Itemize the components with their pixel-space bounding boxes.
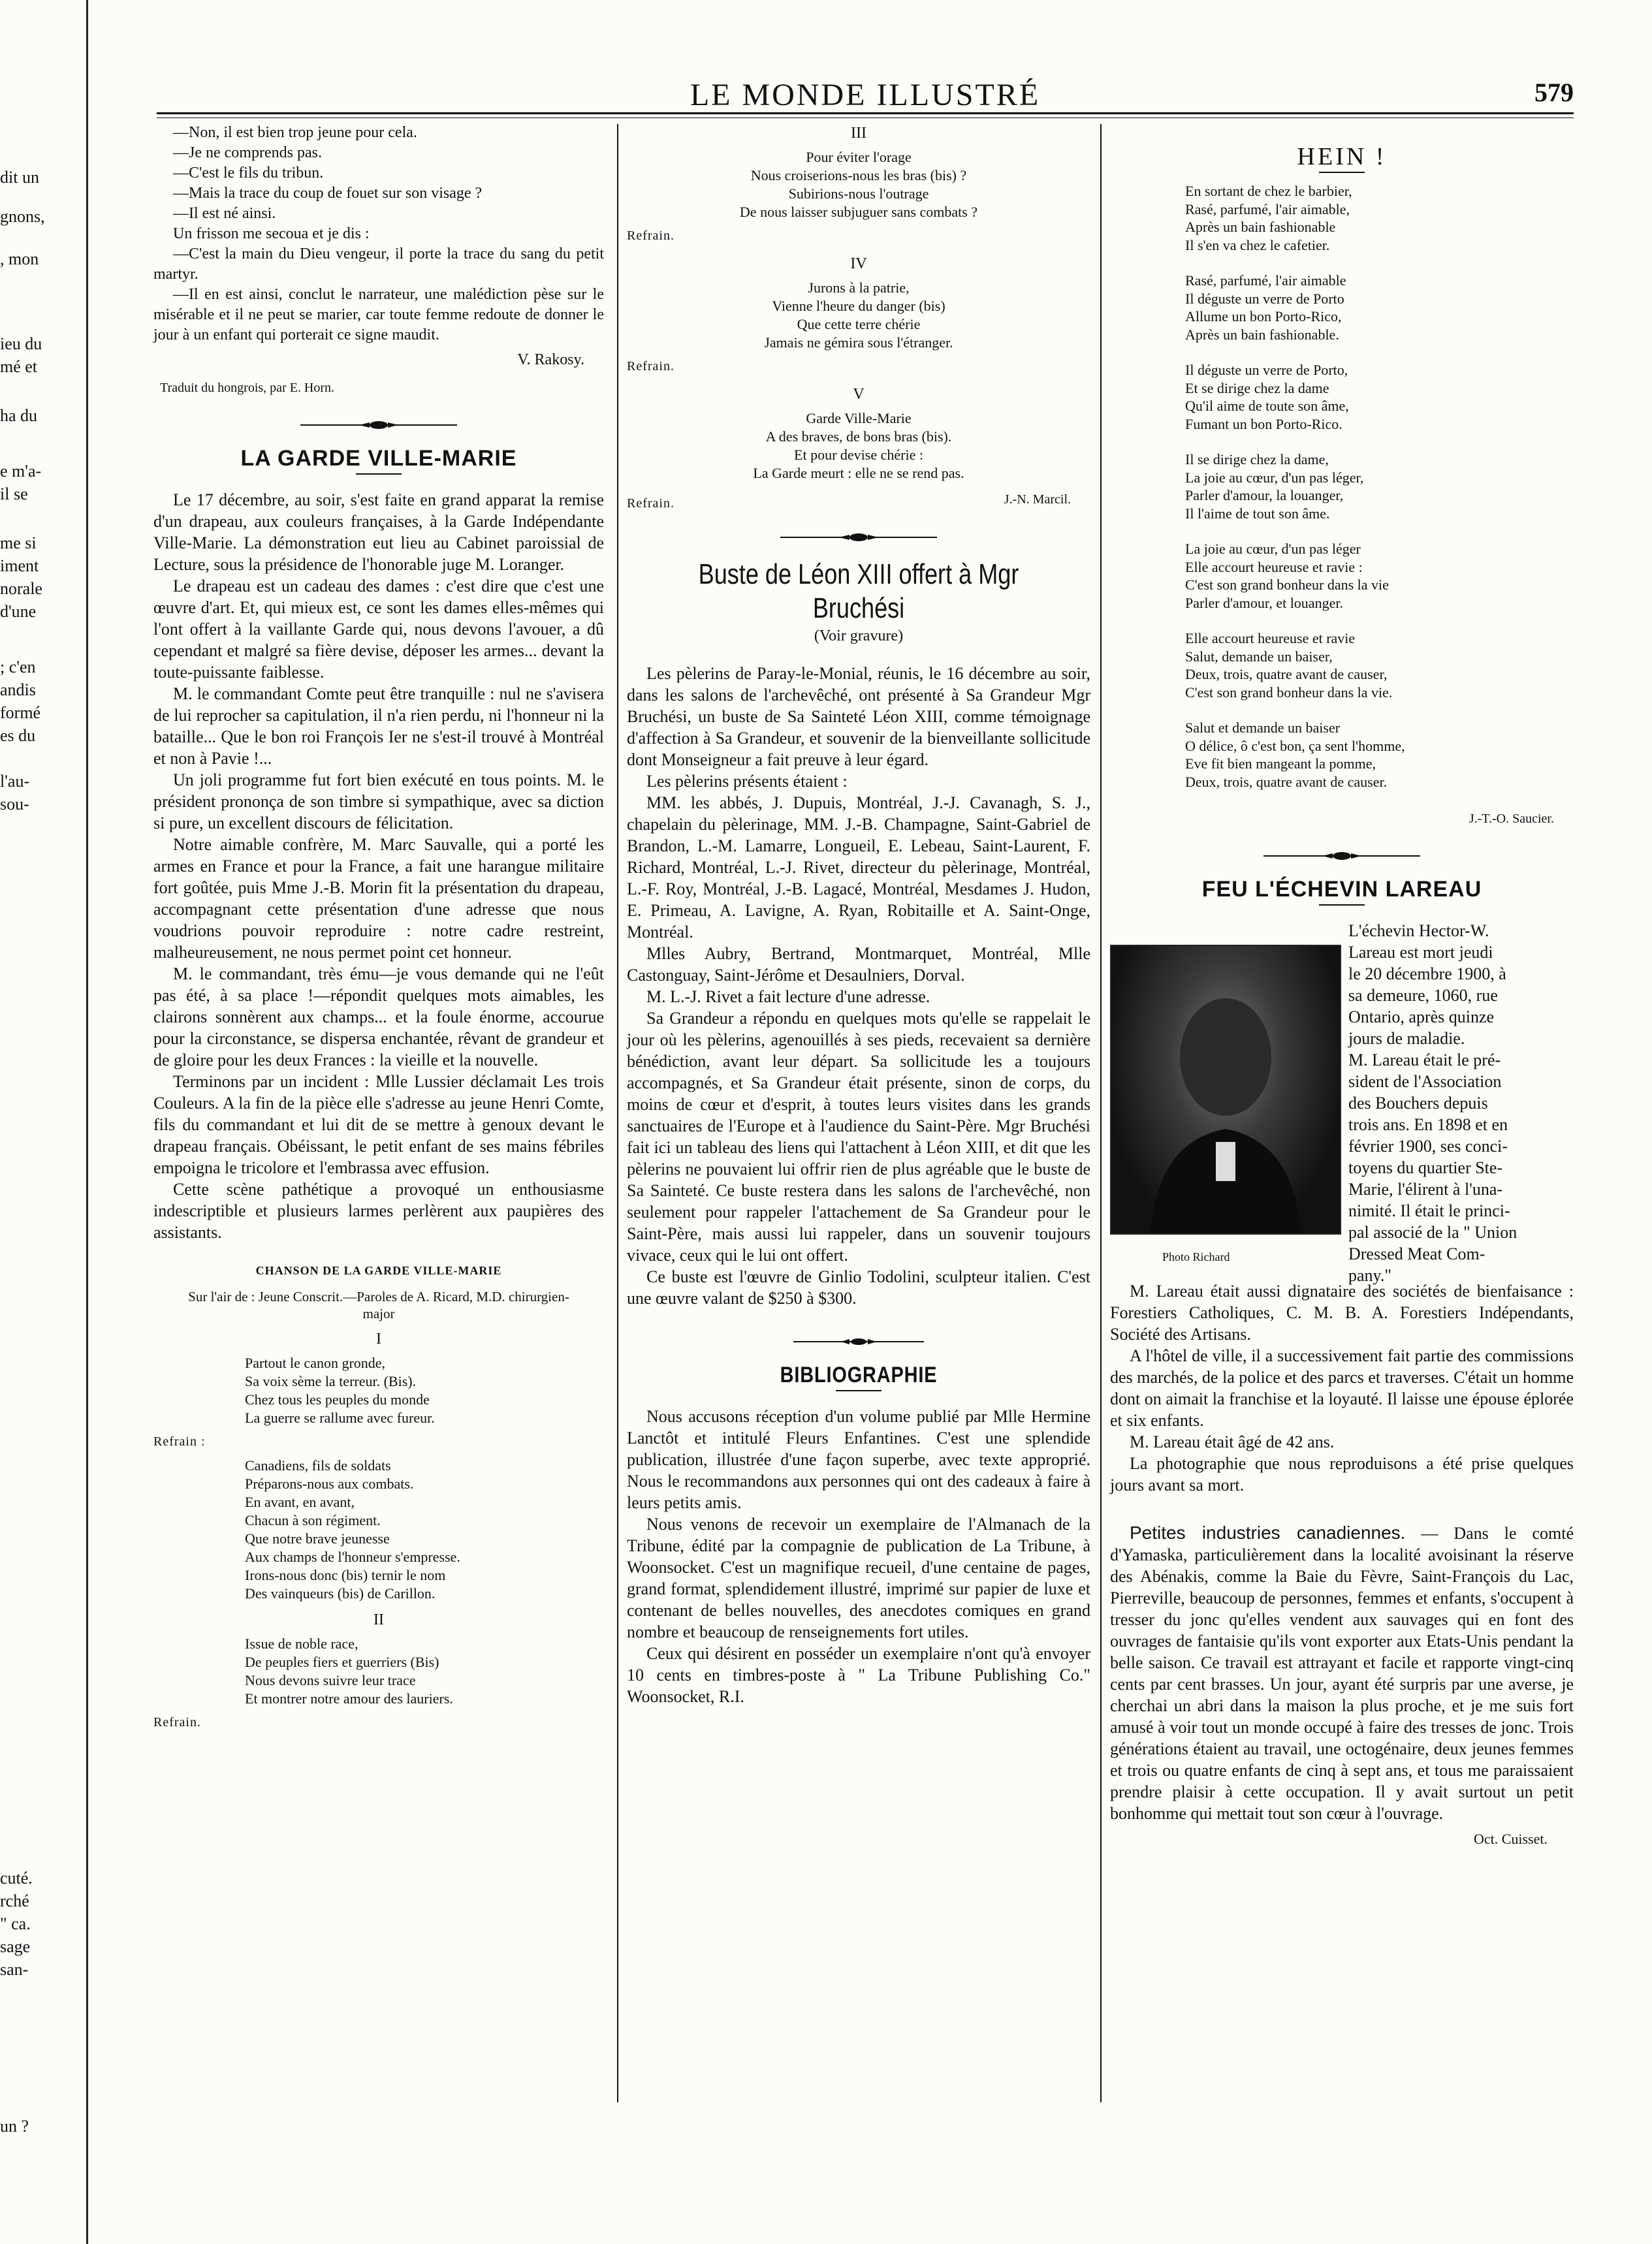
stanza-2 — [153, 1635, 604, 1708]
hein-stanza — [1185, 361, 1574, 433]
photo-credit: Photo Richard — [1162, 1250, 1230, 1263]
left-fragment-line: cuté. — [0, 1869, 33, 1888]
verse-line: De nous laisser subjuguer sans combats ? — [739, 204, 978, 220]
left-fragment-line: norale — [0, 579, 42, 598]
buste-paragraph: Ce buste est l'œuvre de Ginlio Todolini, sculpteur italien. C'est une œuvre valant de $250 à $300. — [627, 1267, 1090, 1308]
verse-line: Deux, trois, quatre avant de causer, — [1185, 666, 1388, 682]
stanza-5 — [627, 409, 1090, 482]
lareau-article — [1110, 1280, 1574, 1496]
verse-line: Que cette terre chérie — [797, 316, 921, 332]
verse-line: Partout le canon gronde, — [245, 1355, 386, 1371]
verse-line: La joie au cœur, d'un pas léger — [1185, 541, 1361, 557]
refrain-verses — [153, 1457, 604, 1603]
lareau-line: toyens du quartier Ste- — [1348, 1158, 1503, 1177]
verse-line: C'est son grand bonheur dans la vie — [1185, 577, 1389, 593]
story-line: —Mais la trace du coup de fouet sur son visage ? — [173, 185, 483, 202]
verse-line: Nous croiserions-nous les bras (bis) ? — [750, 167, 967, 183]
verse-line: Irons-nous donc (bis) ternir le nom — [245, 1567, 446, 1583]
lareau-line: février 1900, ses conci- — [1348, 1137, 1508, 1156]
industries-article — [1110, 1522, 1574, 1824]
verse-line: Canadiens, fils de soldats — [245, 1457, 391, 1474]
verse-line: Parler d'amour, et louanger. — [1185, 594, 1343, 611]
chanson-title: CHANSON DE LA GARDE VILLE-MARIE — [255, 1264, 502, 1277]
stanza-1 — [153, 1354, 604, 1427]
biblio-paragraph: Nous venons de recevoir un exemplaire de l'Almanach de la Tribune, édité par la compagnie de publication de La Tribune, à Woonsocket. C'est un magnifique recueil, d'une centaine de pages, grand format, splendidement illustré, imprimé sur papier de luxe et contenant de belles nouvelles, des anecdotes comiques en grand nombre et beaucoup de renseignements fort utiles. — [627, 1515, 1090, 1641]
left-fragment-line: san- — [0, 1960, 29, 1979]
verse-line: En avant, en avant, — [245, 1494, 355, 1510]
verse-line: Jurons à la patrie, — [808, 279, 910, 296]
verse-line: Il l'aime de tout son âme. — [1185, 505, 1330, 522]
verse-line: En sortant de chez le barbier, — [1185, 183, 1352, 199]
verse-line: Après un bain fashionable — [1185, 219, 1336, 235]
lareau-line: Dressed Meat Com- — [1348, 1244, 1485, 1263]
story-conclusion — [153, 123, 604, 345]
left-fragment-line: l'au- — [0, 772, 30, 791]
translator-credit: Traduit du hongrois, par E. Horn. — [160, 381, 335, 395]
verse-line: Il déguste un verre de Porto, — [1185, 362, 1348, 378]
buste-title: Buste de Léon XIII offert à Mgr Bruchési — [698, 558, 1019, 624]
verse-line: La guerre se rallume avec fureur. — [245, 1410, 435, 1426]
verse-line: Qu'il aime de toute son âme, — [1185, 398, 1349, 414]
left-fragment-line: e m'a- — [0, 462, 42, 481]
verse-line: C'est son grand bonheur dans la vie. — [1185, 684, 1393, 701]
story-line: —Non, il est bien trop jeune pour cela. — [173, 124, 417, 141]
left-fragment-line: iment — [0, 556, 39, 575]
verse-line: Rasé, parfumé, l'air aimable — [1185, 272, 1346, 289]
hein-signature: J.-T.-O. Saucier. — [1469, 812, 1554, 826]
hein-stanza — [1185, 629, 1574, 701]
verse-line: Jamais ne gémira sous l'étranger. — [764, 334, 953, 351]
lareau-line: Lareau est mort jeudi — [1348, 943, 1493, 962]
story-line: —Je ne comprends pas. — [173, 144, 322, 161]
garde-article — [153, 489, 604, 1243]
left-fragment-line: sage — [0, 1937, 31, 1956]
story-line: Un frisson me secoua et je dis : — [173, 225, 370, 242]
left-fragment-line: il se — [0, 484, 28, 503]
industries-title: Petites industries canadiennes. — [1130, 1523, 1406, 1543]
buste-paragraph: Les pèlerins de Paray-le-Monial, réunis, le 16 décembre au soir, dans les salons de l'archevêché, ont présenté à Sa Grandeur Mgr Bruchési, un buste de Sa Sainteté Léon XIII, comme témoignage d'affection à Sa Grandeur, et souvenir de la bienveillante sollicitude dont Monseigneur a fait preuve à leur égard. — [627, 664, 1090, 769]
industries-signature: Oct. Cuisset. — [1473, 1831, 1548, 1847]
left-fragment-line: formé — [0, 703, 41, 722]
verse-line: Elle accourt heureuse et ravie : — [1185, 558, 1363, 575]
left-fragment-line: un ? — [0, 2117, 29, 2136]
left-fragment-line: gnons, — [0, 207, 45, 226]
garde-paragraph: Terminons par un incident : Mlle Lussier déclamait Les trois Couleurs. A la fin de la pièce elle s'adresse au jeune Henri Comte, fils du commandant et lui dit de se mettre à genoux devant le drapeau français. Obéissant, le petit enfant de ses mains fébriles empoigna le tricolore et l'embrassa avec effusion. — [153, 1072, 604, 1177]
hein-title: HEIN ! — [1297, 143, 1387, 170]
buste-paragraph: M. L.-J. Rivet a fait lecture d'une adresse. — [646, 987, 930, 1006]
biblio-article — [627, 1406, 1090, 1707]
verse-line: Sa voix sème la terreur. (Bis). — [245, 1373, 417, 1389]
left-fragment-line: d'une — [0, 602, 37, 621]
buste-paragraph: Mlles Aubry, Bertrand, Montmarquet, Montréal, Mlle Castonguay, Saint-Jérôme et Desaulniers, Dorval. — [627, 944, 1090, 985]
verse-line: Après un bain fashionable. — [1185, 326, 1339, 343]
verse-line: Allume un bon Porto-Rico, — [1185, 308, 1342, 324]
verse-line: Il s'en va chez le cafetier. — [1185, 236, 1330, 253]
title-rule-4 — [1319, 904, 1365, 906]
story-line: —C'est la main du Dieu vengeur, il porte la trace du sang du petit martyr. — [153, 245, 604, 283]
biblio-title: BIBLIOGRAPHIE — [780, 1363, 938, 1387]
left-fragment-line: ieu du — [0, 334, 42, 353]
verse-line: Salut, demande un baiser, — [1185, 648, 1333, 665]
lareau-portrait-photo — [1110, 945, 1341, 1235]
garde-section-title: LA GARDE VILLE-MARIE — [240, 446, 517, 471]
hein-stanza — [1185, 719, 1574, 791]
lareau-line: sident de l'Association — [1348, 1072, 1502, 1091]
chanson-air: Sur l'air de : Jeune Conscrit.—Paroles de A. Ricard, M.D. chirurgien-major — [188, 1289, 569, 1321]
ornament-divider — [153, 413, 604, 435]
verse-line: Elle accourt heureuse et ravie — [1185, 630, 1356, 646]
stanza-3 — [627, 148, 1090, 221]
stanza-number-3: III — [851, 125, 866, 142]
garde-paragraph: Notre aimable confrère, M. Marc Sauvalle, qui a porté les armes en France et pour la France, a fait une harangue militaire fort goûtée, puis Mme J.-B. Morin fit la présentation du drapeau, accompagnant cette présentation d'une adresse que nous voudrions pouvoir reproduire : notre cadre restreint, malheureusement, ne nous permet point cet honneur. — [153, 835, 604, 962]
stanza-4 — [627, 279, 1090, 352]
left-fragment-line: es du — [0, 726, 36, 745]
verse-line: Il se dirige chez la dame, — [1185, 451, 1329, 467]
column-divider-1 — [617, 124, 618, 2102]
title-rule — [356, 473, 402, 475]
verse-line: Et pour devise chérie : — [794, 447, 923, 463]
verse-line: Pour éviter l'orage — [806, 149, 912, 165]
story-line: —Il est né ainsi. — [173, 205, 276, 222]
left-fragment-line: dit un — [0, 168, 39, 187]
left-fragment-line: " ca. — [0, 1914, 31, 1933]
left-fragment-line: mé et — [0, 357, 38, 376]
garde-paragraph: Cette scène pathétique a provoqué un enthousiasme indescriptible et plusieurs larmes perlèrent aux paupières des assistants. — [153, 1180, 604, 1242]
lareau-line: nimité. Il était le princi- — [1348, 1201, 1510, 1220]
lareau-line: M. Lareau était le pré- — [1348, 1051, 1501, 1069]
lareau-line: jours de maladie. — [1348, 1029, 1465, 1048]
lareau-line: Marie, l'élirent à l'una- — [1348, 1180, 1503, 1199]
left-fragment-line: , mon — [0, 249, 39, 268]
verse-line: Chacun à son régiment. — [245, 1512, 381, 1528]
biblio-paragraph: Nous accusons réception d'un volume publié par Mlle Hermine Lanctôt et intitulé Fleurs Enfantines. C'est une splendide publication, illustrée d'une façon superbe, avec texte approprié. Nous le recommandons aux personnes qui ont des cadeaux à faire à leurs petits amis. — [627, 1407, 1090, 1512]
poem-signature: J.-N. Marcil. — [1004, 492, 1071, 507]
buste-paragraph: Sa Grandeur a répondu en quelques mots qu'elle se rappelait le jour où les pèlerins, agenouillés à ses pieds, recevaient sa dernière bénédiction, avant leur départ. Sa sollicitude les a toujours accompagnés, et Sa Grandeur était présente, sinon de corps, du moins de cœur et d'esprit, à toutes leurs visites dans les grands sanctuaires de l'Europe et à l'audience du Saint-Père. Mgr Bruchési fait ici un tableau des liens qui l'attachent à Léon XIII, et dit que les pèlerins ne pouvaient lui offrir rien de plus agréable que le buste de Sa Sainteté. Ce buste restera dans les salons de l'archevêché, non seulement pour rappeler l'attachement de Sa Grandeur pour le Saint-Père, mais aussi lui rappeler, dans un souvenir toujours vivace, ceux qui le lui ont offert. — [627, 1009, 1090, 1265]
page-edge-rule — [86, 0, 88, 2244]
verse-line: Que notre brave jeunesse — [245, 1530, 390, 1547]
stanza-number-2: II — [373, 1611, 384, 1628]
hein-stanza — [1185, 272, 1574, 343]
column-3 — [1110, 123, 1574, 1850]
lareau-paragraph: A l'hôtel de ville, il a successivement fait partie des commissions des marchés, de la police et des parcs et traverses. C'était un homme dont on aimait la franchise et la loyauté. Il laisse une épouse éplorée et six enfants. — [1110, 1346, 1574, 1430]
left-fragment-line: ha du — [0, 406, 38, 425]
verse-line: Parler d'amour, la louanger, — [1185, 487, 1344, 503]
lareau-line: sa demeure, 1060, rue — [1348, 986, 1498, 1005]
garde-paragraph: Le 17 décembre, au soir, s'est faite en grand apparat la remise d'un drapeau, aux couleurs françaises, à la Garde Indépendante Ville-Marie. La démonstration eut lieu au Cabinet paroissial de Lecture, sous la présidence de l'honorable juge M. Loranger. — [153, 490, 604, 574]
buste-paragraph: Les pèlerins présents étaient : — [646, 772, 848, 791]
page-header — [157, 77, 1574, 110]
publication-title: LE MONDE ILLUSTRÉ — [690, 78, 1041, 112]
garde-paragraph: M. le commandant Comte peut être tranquille : nul ne s'avisera de lui reprocher sa capitulation, il n'a rien perdu, ni l'honneur ni la bataille... Que le bon roi François Ier ne s'est-il trouvé à Montréal et non à Pavie !... — [153, 684, 604, 768]
buste-paragraph: MM. les abbés, J. Dupuis, Montréal, J.-J. Cavanagh, S. J., chapelain du pèlerinage, MM. J.-B. Champagne, Saint-Gabriel de Brandon, L.-M. Lamarre, Longueil, E. Lebeau, Saint-Laurent, F. Richard, Montréal, L.-J. Rivet, directeur du pèlerinage, Montréal, L.-F. Roy, Montréal, J.-B. Lagacé, Montréal, Mesdames J. Hudon, E. Primeau, A. Lavigne, A. Ryan, Robitaille et A. Saint-Onge, Montréal. — [627, 793, 1090, 941]
verse-line: Garde Ville-Marie — [806, 410, 912, 426]
ornament-divider-3 — [627, 1330, 1090, 1351]
lareau-paragraph: M. Lareau était âgé de 42 ans. — [1130, 1432, 1335, 1451]
buste-article — [627, 663, 1090, 1309]
story-line: —Il en est ainsi, conclut le narrateur, une malédiction pèse sur le misérable et il ne peut se marier, car toute femme redoute de donner le jour à un enfant qui porterait ce signe maudit. — [153, 286, 604, 343]
story-line: —C'est le fils du tribun. — [173, 165, 324, 182]
verse-line: Préparons-nous aux combats. — [245, 1476, 414, 1492]
left-fragment-line: ; c'en — [0, 657, 36, 676]
lareau-line: pany." — [1348, 1266, 1391, 1285]
verse-line: Nous devons suivre leur trace — [245, 1672, 416, 1688]
verse-line: De peuples fiers et guerriers (Bis) — [245, 1654, 439, 1670]
verse-line: Rasé, parfumé, l'air aimable, — [1185, 200, 1350, 217]
ornament-divider-2 — [627, 526, 1090, 547]
lareau-line: L'échevin Hector-W. — [1348, 921, 1489, 940]
refrain-label-3: Refrain. — [627, 229, 675, 243]
title-rule-2 — [836, 1390, 882, 1391]
verse-line: Chez tous les peuples du monde — [245, 1391, 430, 1408]
refrain-label: Refrain : — [153, 1434, 206, 1449]
refrain-label-end: Refrain. — [153, 1715, 201, 1730]
lareau-title: FEU L'ÉCHEVIN LAREAU — [1201, 877, 1482, 902]
story-signature: V. Rakosy. — [517, 351, 584, 368]
left-fragment-line: sou- — [0, 795, 29, 814]
lareau-line: Ontario, après quinze — [1348, 1007, 1495, 1026]
verse-line: Subirions-nous l'outrage — [788, 185, 929, 202]
stanza-number-5: V — [853, 386, 865, 403]
column-2 — [627, 123, 1090, 1707]
lareau-line: des Bouchers depuis — [1348, 1094, 1488, 1113]
left-fragment-line: me si — [0, 533, 37, 552]
lareau-sidetext — [1348, 920, 1574, 1286]
left-fragment-line: andis — [0, 680, 36, 699]
hein-stanza — [1185, 450, 1574, 522]
lareau-paragraph: M. Lareau était aussi dignataire des sociétés de bienfaisance : Forestiers Catholiques, C. M. B. A. Forestiers Indépendants, Société des Artisans. — [1110, 1282, 1574, 1344]
lareau-line: le 20 décembre 1900, à — [1348, 964, 1506, 983]
garde-paragraph: M. le commandant, très ému—je vous demande qui ne l'eût pas été, à sa place !—répondit quelques mots aimables, les clairons sonnèrent aux champs... et la foule énorme, accourue pour la circonstance, se dispersa enchantée, rêvant de grandeur et de gloire pour les deux Frances : la vieille et la nouvelle. — [153, 964, 604, 1069]
refrain-label-5: Refrain. — [627, 496, 675, 511]
verse-line: Vienne l'heure du danger (bis) — [772, 298, 945, 314]
verse-line: Deux, trois, quatre avant de causer. — [1185, 773, 1388, 790]
verse-line: Et se dirige chez la dame — [1185, 379, 1329, 396]
lareau-paragraph: La photographie que nous reproduisons a été prise quelques jours avant sa mort. — [1110, 1454, 1574, 1494]
hein-stanza — [1185, 540, 1574, 612]
lareau-block — [1110, 920, 1574, 1286]
poem-footer — [627, 489, 1090, 511]
column-divider-2 — [1100, 124, 1102, 2102]
verse-line: Salut et demande un baiser — [1185, 719, 1341, 736]
stanza-number-1: I — [376, 1331, 381, 1348]
lareau-line: pal associé de la " Union — [1348, 1223, 1517, 1242]
garde-paragraph: Un joli programme fut fort bien exécuté en tous points. M. le président prononça de son timbre si sympathique, avec sa diction si pure, un excellent discours de félicitation. — [153, 770, 604, 832]
refrain-label-4: Refrain. — [627, 359, 675, 373]
ornament-divider-4 — [1110, 844, 1574, 866]
verse-line: Issue de noble race, — [245, 1636, 358, 1652]
column-1 — [153, 123, 604, 1737]
verse-line: Eve fit bien mangeant la pomme, — [1185, 755, 1376, 772]
verse-line: Des vainqueurs (bis) de Carillon. — [245, 1585, 436, 1602]
hein-stanza — [1185, 182, 1574, 254]
verse-line: La joie au cœur, d'un pas léger, — [1185, 469, 1364, 486]
title-rule-3 — [1319, 172, 1365, 173]
stanza-number-4: IV — [850, 255, 867, 272]
verse-line: Fumant un bon Porto-Rico. — [1185, 415, 1342, 432]
verse-line: Il déguste un verre de Porto — [1185, 290, 1344, 307]
page-number: 579 — [1534, 78, 1574, 107]
biblio-paragraph: Ceux qui désirent en posséder un exemplaire n'ont qu'à envoyer 10 cents en timbres-poste à " La Tribune Publishing Co." Woonsocket, R.I. — [627, 1644, 1090, 1706]
buste-subtitle: (Voir gravure) — [814, 627, 904, 644]
verse-line: O délice, ô c'est bon, ça sent l'homme, — [1185, 737, 1405, 754]
industries-text: — Dans le comté d'Yamaska, particulièrement dans la localité avoisinant la réserve des Abénakis, comme la Baie du Fèvre, Saint-François du Lac, Pierreville, beaucoup de personnes, femmes et enfants, s'occupent à tresser du jonc qu'elles vendent aux sauvages qui en font des ouvrages de fantaisie qu'ils vont exporter aux Etats-Unis pendant la belle saison. Ce travail est attrayant et facile et rapporte vingt-cinq cents par cent brasses. Un jour, ayant été surpris par une averse, je cherchai un abri dans la maison la plus proche, et je me suis fort amusé à voir tout un monde occupé à faire des tresses de jonc. Trois générations étaient au travail, une octogénaire, deux jeunes femmes et trois ou quatre enfants de cinq à sept ans, et tous me paraissaient prendre plaisir à cette occupation. Il y avait surtout un petit bonhomme qui mettait tout son cœur à l'ouvrage. — [1110, 1524, 1574, 1823]
verse-line: A des braves, de bons bras (bis). — [765, 428, 952, 445]
lareau-line: trois ans. En 1898 et en — [1348, 1115, 1508, 1134]
left-fragment-line: rché — [0, 1891, 29, 1910]
garde-paragraph: Le drapeau est un cadeau des dames : c'est dire que c'est une œuvre d'art. Et, qui mieux est, ce sont les dames elles-mêmes qui l'ont offert à la vaillante Garde qui, nous devons l'avouer, a dû cependant et malgré sa fière devise, déposer les armes... devant la toute-puissante faiblesse. — [153, 577, 604, 682]
verse-line: La Garde meurt : elle ne se rend pas. — [753, 465, 964, 481]
verse-line: Et montrer notre amour des lauriers. — [245, 1690, 453, 1707]
verse-line: Aux champs de l'honneur s'empresse. — [245, 1549, 460, 1565]
header-rule — [157, 112, 1574, 114]
hein-poem — [1110, 182, 1574, 791]
